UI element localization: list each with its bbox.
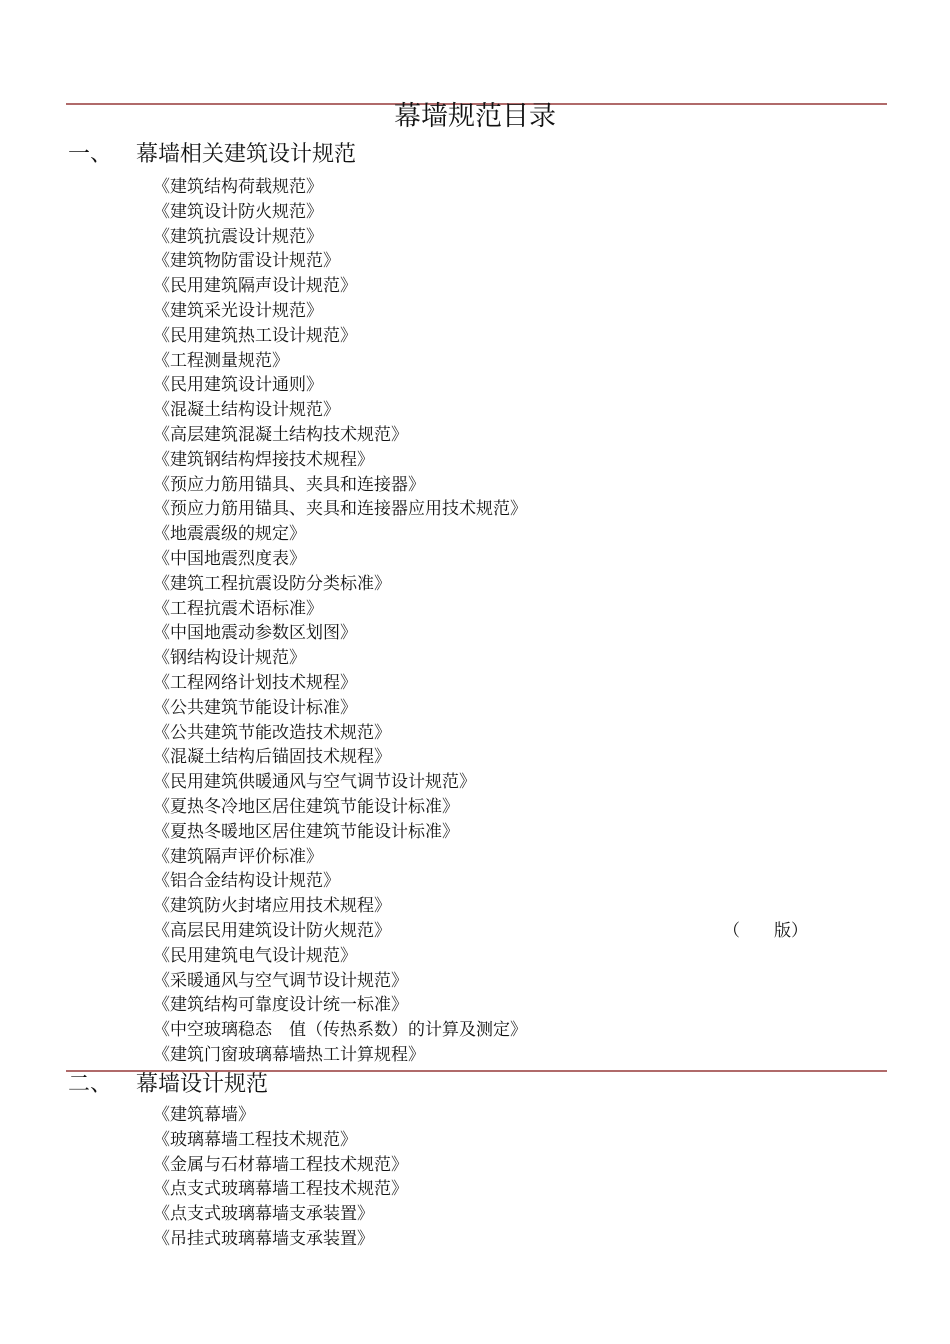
list-item-text: 《混凝土结构设计规范》 <box>153 400 340 421</box>
list-item-text: 《金属与石材幕墙工程技术规范》 <box>153 1154 408 1175</box>
list-item <box>153 646 853 671</box>
list-item <box>153 919 853 944</box>
list-item-text: 《民用建筑隔声设计规范》 <box>153 276 357 297</box>
list-item <box>153 845 853 870</box>
list-item-text: 《点支式玻璃幕墙工程技术规范》 <box>153 1179 408 1200</box>
list-item <box>153 820 853 845</box>
list-item-text: 《中国地震动参数区划图》 <box>153 623 357 644</box>
list-item <box>153 1227 853 1252</box>
list-item-text: 《工程网络计划技术规程》 <box>153 672 357 693</box>
list-item-text: 《夏热冬冷地区居住建筑节能设计标准》 <box>153 796 459 817</box>
list-item-text: 《中国地震烈度表》 <box>153 548 306 569</box>
list-item <box>153 274 853 299</box>
list-item-text: 《建筑设计防火规范》 <box>153 201 323 222</box>
list-item-text: 《民用建筑电气设计规范》 <box>153 945 357 966</box>
edition-note: （ 版） <box>723 920 808 941</box>
section-heading-1 <box>68 140 356 170</box>
list-item <box>153 423 853 448</box>
list-item <box>153 721 853 746</box>
list-item <box>153 1202 853 1227</box>
list-item-text: 《公共建筑节能改造技术规范》 <box>153 722 391 743</box>
list-item-text: 《高层民用建筑设计防火规范》 <box>153 920 391 941</box>
list-item-text: 《中空玻璃稳态 值（传热系数）的计算及测定》 <box>153 1020 527 1041</box>
list-item <box>153 745 853 770</box>
list-item <box>153 894 853 919</box>
list-item-text: 《预应力筋用锚具、夹具和连接器应用技术规范》 <box>153 499 527 520</box>
list-item <box>153 448 853 473</box>
list-item <box>153 597 853 622</box>
list-item-text: 《工程抗震术语标准》 <box>153 598 323 619</box>
list-item <box>153 944 853 969</box>
list-item <box>153 497 853 522</box>
list-item-text: 《预应力筋用锚具、夹具和连接器》 <box>153 474 425 495</box>
section-1-list <box>153 175 853 1068</box>
list-item-text: 《建筑防火封堵应用技术规程》 <box>153 896 391 917</box>
list-item <box>153 696 853 721</box>
section-title-1: 幕墙相关建筑设计规范 <box>136 142 357 167</box>
list-item <box>153 1103 853 1128</box>
list-item-text: 《建筑隔声评价标准》 <box>153 846 323 867</box>
list-item-text: 《钢结构设计规范》 <box>153 648 306 669</box>
section-title-2: 幕墙设计规范 <box>136 1072 269 1097</box>
list-item <box>153 1128 853 1153</box>
list-item-text: 《点支式玻璃幕墙支承装置》 <box>153 1204 374 1225</box>
list-item <box>153 547 853 572</box>
list-item <box>153 398 853 423</box>
section-heading-2 <box>68 1070 268 1100</box>
list-item-text: 《铝合金结构设计规范》 <box>153 871 340 892</box>
list-item-text: 《工程测量规范》 <box>153 350 289 371</box>
list-item-text: 《混凝土结构后锚固技术规程》 <box>153 747 391 768</box>
list-item <box>153 572 853 597</box>
list-item-text: 《建筑物防雷设计规范》 <box>153 251 340 272</box>
list-item <box>153 795 853 820</box>
list-item <box>153 249 853 274</box>
list-item-text: 《玻璃幕墙工程技术规范》 <box>153 1129 357 1150</box>
list-item <box>153 324 853 349</box>
list-item-text: 《民用建筑供暖通风与空气调节设计规范》 <box>153 772 476 793</box>
page-title: 幕墙规范目录 <box>394 101 556 132</box>
list-item-text: 《高层建筑混凝土结构技术规范》 <box>153 424 408 445</box>
list-item-text: 《建筑钢结构焊接技术规程》 <box>153 449 374 470</box>
list-item-text: 《吊挂式玻璃幕墙支承装置》 <box>153 1228 374 1249</box>
list-item <box>153 373 853 398</box>
list-item <box>153 869 853 894</box>
list-item <box>153 969 853 994</box>
list-item <box>153 1177 853 1202</box>
list-item-text: 《建筑采光设计规范》 <box>153 300 323 321</box>
list-item <box>153 1153 853 1178</box>
list-item <box>153 200 853 225</box>
list-item-text: 《建筑结构可靠度设计统一标准》 <box>153 995 408 1016</box>
list-item <box>153 993 853 1018</box>
list-item-text: 《民用建筑设计通则》 <box>153 375 323 396</box>
list-item <box>153 349 853 374</box>
list-item <box>153 621 853 646</box>
list-item-text: 《建筑幕墙》 <box>153 1105 255 1125</box>
section-number-2: 二、 <box>68 1072 113 1097</box>
list-item <box>153 225 853 250</box>
list-item <box>153 175 853 200</box>
list-item <box>153 522 853 547</box>
list-item-text: 《建筑抗震设计规范》 <box>153 226 323 247</box>
section-number-1: 一、 <box>68 142 113 167</box>
list-item <box>153 473 853 498</box>
list-item <box>153 770 853 795</box>
list-item-text: 《建筑结构荷载规范》 <box>153 177 323 197</box>
list-item-text: 《夏热冬暖地区居住建筑节能设计标准》 <box>153 821 459 842</box>
list-item-text: 《采暖通风与空气调节设计规范》 <box>153 970 408 991</box>
list-item <box>153 1018 853 1043</box>
list-item-text: 《地震震级的规定》 <box>153 524 306 545</box>
list-item <box>153 671 853 696</box>
list-item <box>153 1043 853 1068</box>
list-item-text: 《建筑门窗玻璃幕墙热工计算规程》 <box>153 1044 425 1065</box>
list-item-text: 《公共建筑节能设计标准》 <box>153 697 357 718</box>
list-item <box>153 299 853 324</box>
section-2-list <box>153 1103 853 1252</box>
list-item-text: 《建筑工程抗震设防分类标准》 <box>153 573 391 594</box>
list-item-text: 《民用建筑热工设计规范》 <box>153 325 357 346</box>
